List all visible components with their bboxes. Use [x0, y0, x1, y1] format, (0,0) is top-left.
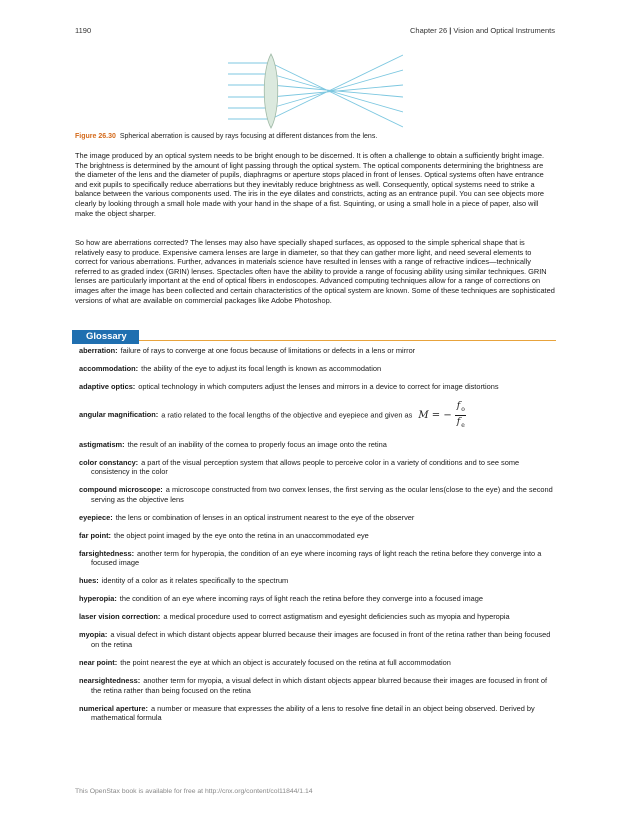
glossary-entry — [79, 676, 555, 695]
footer-attribution: This OpenStax book is available for free at http://cnx.org/content/col11844/1.14 — [75, 788, 313, 795]
figure-caption — [75, 133, 555, 140]
glossary-entry — [79, 346, 555, 356]
spherical-aberration-figure — [228, 52, 403, 130]
glossary-term: nearsightedness: — [79, 675, 141, 685]
formula-denominator: $f_e$ — [456, 415, 465, 429]
angular-magnification-formula — [418, 400, 466, 431]
glossary-entry — [79, 531, 555, 541]
glossary-entry — [79, 382, 555, 392]
glossary-entry — [79, 630, 555, 649]
chapter-label: Chapter 26 — [410, 26, 448, 35]
glossary-entry — [79, 704, 555, 723]
ray-refracted-2 — [271, 74, 403, 112]
glossary-entry — [79, 458, 555, 477]
lens-diagram — [228, 52, 403, 130]
glossary-term: angular magnification: — [79, 410, 159, 420]
glossary-entry — [79, 612, 555, 622]
glossary-definition: failure of rays to converge at one focus because of limitations or defects in a lens or mirror — [120, 346, 416, 355]
glossary-definition: a medical procedure used to correct astigmatism and eyesight deficiencies such as myopia and hyperopia — [163, 612, 510, 622]
glossary-term: hues: — [79, 576, 99, 586]
glossary-entry — [79, 440, 555, 450]
glossary-entry — [79, 513, 555, 523]
figure-caption-text: Spherical aberration is caused by rays focusing at different distances from the lens. — [119, 133, 378, 140]
body-paragraph: So how are aberrations corrected? The lenses may also have specially shaped surfaces, as opposed to the simple spherical shape that is relatively easy to produce. Expensive camera lenses are large in diameter, so that they can gather more light, and need several elements to correct for various aberrations. Further, advances in materials science have resulted in lenses with a range of refractive indices—technically referred to as graded index (GRIN) lenses. Spectacles often have the ability to provide a range of focusing ability using similar techniques. GRIN lenses are particularly important at the end of optical fibers in endoscopes. Advanced computing techniques allow for a range of corrections on images after the image has been collected and certain characteristics of the optical system are known. Some of these techniques are sophisticated versions of what are available on commercial packages like Adobe Photoshop. — [75, 238, 555, 305]
glossary-term: astigmatism: — [79, 439, 125, 449]
formula-numerator: $f_o$ — [455, 400, 466, 416]
glossary-entry — [79, 549, 555, 568]
glossary-term: compound microscope: — [79, 485, 163, 495]
glossary-definition: a part of the visual perception system that allows people to perceive color in a variety of conditions and to see some consistency in the color — [91, 457, 520, 477]
glossary-list — [79, 346, 555, 731]
glossary-entry — [79, 364, 555, 374]
glossary-definition: the point nearest the eye at which an object is accurately focused on the retina at full accommodation — [120, 657, 451, 667]
glossary-definition: the ability of the eye to adjust its focal length is known as accommodation — [141, 363, 382, 373]
figure-label: Figure 26.30 — [75, 133, 116, 140]
glossary-definition: the condition of an eye where incoming rays of light reach the retina before they converge into a focused image — [119, 594, 483, 604]
glossary-title: Glossary — [72, 330, 139, 344]
glossary-term: hyperopia: — [79, 594, 117, 604]
glossary-term: near point: — [79, 657, 118, 667]
body-paragraph: The image produced by an optical system needs to be bright enough to be discerned. It is often a challenge to obtain a sufficiently bright image. The brightness is determined by the amount of light passing through the optical system. The optical components determining the brightness are the diameter of the lens and the diameter of pupils, diaphragms or aperture stops placed in front of lenses. Optical systems often have entrance and exit pupils to specifically reduce aberrations but they inevitably reduce brightness as well. Consequently, optical systems need to strike a balance between the various components used. The iris in the eye dilates and constricts, acting as an entrance pupil. You can see objects more clearly by looking through a small hole made with your hand in the shape of a fist. Squinting, or using a small hole in a piece of paper, also will make the object sharper. — [75, 151, 545, 218]
chapter-header — [410, 26, 555, 35]
glossary-definition: the lens or combination of lenses in an optical instrument nearest to the eye of the observer — [115, 512, 415, 522]
glossary-term: laser vision correction: — [79, 612, 161, 622]
glossary-definition: a microscope constructed from two convex lenses, the first serving as the ocular lens(close to the eye) and the second serving as the objective lens — [91, 485, 553, 504]
glossary-definition: the object point imaged by the eye onto the retina in an unaccommodated eye — [114, 530, 369, 540]
glossary-entry — [79, 576, 555, 586]
formula-lhs: M = − — [418, 409, 452, 421]
glossary-definition: a number or measure that expresses the ability of a lens to resolve fine detail in an object being observed. Derived by mathematical formula — [91, 703, 535, 723]
ray-refracted-5 — [271, 70, 403, 108]
glossary-definition: a ratio related to the focal lengths of the objective and eyepiece and given as — [161, 410, 413, 420]
glossary-entry — [79, 594, 555, 604]
glossary-definition: another term for myopia, a visual defect in which distant objects appear blurred because their images are focused in front of the retina rather than being focused on the retina — [91, 675, 548, 695]
glossary-term: accommodation: — [79, 363, 139, 373]
glossary-term: far point: — [79, 530, 112, 540]
glossary-definition: another term for hyperopia, the condition of an eye where incoming rays of light reach the retina before they converge into a focused image — [91, 548, 542, 568]
glossary-entry — [79, 658, 555, 668]
glossary-definition: optical technology in which computers adjust the lenses and mirrors in a device to correct for image distortions — [138, 381, 499, 391]
formula-fraction — [455, 400, 466, 431]
glossary-definition: identity of a color as it relates specifically to the spectrum — [101, 576, 289, 586]
glossary-term: numerical aperture: — [79, 703, 149, 713]
glossary-definition: a visual defect in which distant objects appear blurred because their images are focused in front of the retina rather than being focused on the retina — [91, 630, 551, 649]
page-number: 1190 — [75, 26, 92, 35]
glossary-term: farsightedness: — [79, 548, 135, 558]
glossary-heading — [72, 326, 556, 341]
glossary-term: eyepiece: — [79, 512, 113, 522]
glossary-term: myopia: — [79, 630, 108, 640]
glossary-term: adaptive optics: — [79, 381, 136, 391]
glossary-entry — [79, 485, 555, 504]
glossary-definition: the result of an inability of the cornea to properly focus an image onto the retina — [127, 439, 387, 449]
glossary-entry — [79, 400, 555, 431]
chapter-title: Vision and Optical Instruments — [453, 26, 555, 35]
glossary-term: aberration: — [79, 346, 118, 355]
header-separator: | — [449, 26, 454, 35]
glossary-term: color constancy: — [79, 457, 139, 467]
